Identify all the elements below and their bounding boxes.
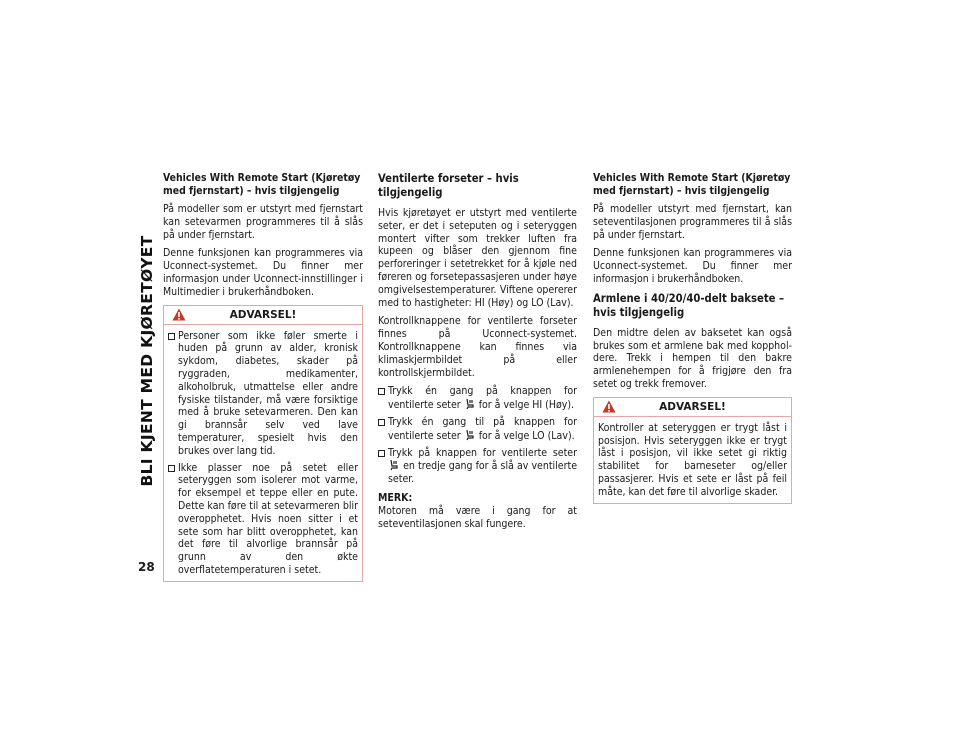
ventilated-seats-heading: Ventilerte forseter – hvis tilgjengelig: [378, 172, 519, 199]
checkbox-bullet-icon: [168, 333, 175, 340]
paragraph: Kontrollknappene for ventilerte forseter finnes på Uconnect-systemet. Kontrollknappene kan finnes via klimaskjermbildet på eller kontrollskjermbildet.: [378, 315, 577, 379]
list-item-text: Ikke plasser noe på setet eller seteryggen som isolerer mot varme, for eksempel et teppe eller en pute. Dette kan føre til at setevarmeren blir overopphetet. Hvis noen sitter i et sete som har blitt overopphetet, kan det føre til alvorlige brannsår på grunn av den økte overflatetemperaturen i setet.: [178, 461, 358, 576]
list-item: [378, 385, 577, 412]
paragraph: På modeller som er utstyrt med fjernstart kan setevarmen programmeres til å slås på under fjernstart.: [163, 203, 363, 241]
list-item: [168, 330, 358, 458]
warning-title: ADVARSEL!: [659, 400, 726, 413]
list-item-text: Personer som ikke føler smerte i huden på grunn av alder, kronisk sykdom, diabetes, skader på ryggraden, medikamenter, alkoholbruk, utmattelse eller andre fysiske tilstander, må være forsiktige med å bruke setevarmeren. Den kan gi brannsår selv ved lave temperaturer, spesielt hvis den brukes over lang tid.: [178, 329, 358, 457]
checkbox-bullet-icon: [168, 465, 175, 472]
warning-text: Kontroller at seteryggen er trygt låst i posisjon. Hvis seteryggen ikke er trygt låst i posisjon, vil ikke setet gi riktig stabilitet for barneseter og/eller passasjerer. Hvis et sete er låst på feil måte, kan det føre til alvorlige skader.: [598, 421, 787, 498]
remote-start-heading: Vehicles With Remote Start (Kjøretøy med fjernstart) – hvis tilgjengelig: [593, 172, 791, 197]
checkbox-bullet-icon: [378, 450, 385, 457]
note-label: MERK:: [378, 491, 413, 504]
list-item-text: en tredje gang for å slå av ventilerte seter.: [388, 460, 578, 486]
column-2: [378, 172, 577, 536]
ventilated-seat-icon: [464, 429, 476, 441]
warning-header: [594, 398, 791, 416]
paragraph: Hvis kjøretøyet er utstyrt med ventilerte seter, er det i seteputen og i seteryggen montert vifter som trekker luften fra kupeen og blåser den gjennom fine perforeringer i setetrekket for å kjøle ned føreren og forsetepassasjeren under høye omgivelsestemperaturer. Viftene opererer med to hastigheter: HI (Høy) og LO (Lav).: [378, 207, 577, 309]
warning-body: [594, 416, 791, 503]
warning-box: [593, 397, 792, 504]
warning-triangle-icon: [172, 308, 186, 321]
note-text: Motoren må være i gang for at seteventilasjonen skal fungere.: [378, 504, 577, 530]
column-1: [163, 172, 363, 582]
warning-body: [164, 324, 362, 581]
warning-title: ADVARSEL!: [229, 308, 297, 321]
chapter-side-title-text: BLI KJENT MED KJØRETØYET: [138, 235, 156, 487]
list-item-text: Trykk på knappen for ventilerte seter: [388, 446, 577, 459]
paragraph: Denne funksjonen kan programmeres via Uconnect-systemet. Du finner mer informasjon under Uconnect-innstillinger i Multimedier i brukerhåndboken.: [163, 247, 363, 298]
paragraph: Den midtre delen av baksetet kan også brukes som et armlene bak med kopphol-dere. Trekk i hempen til den bakre armlenehempen for å frigjøre den fra setet og trekk fremover.: [593, 326, 792, 390]
list-item-text: Trykk én gang på knappen for ventilerte seter: [388, 385, 577, 412]
chapter-side-title: [136, 160, 158, 562]
checkbox-bullet-icon: [378, 388, 385, 395]
list-item: [168, 462, 358, 577]
remote-start-heading: Vehicles With Remote Start (Kjøretøy med fjernstart) – hvis tilgjengelig: [163, 172, 361, 197]
column-3: [593, 172, 792, 504]
paragraph: På modeller utstyrt med fjernstart, kan seteventilasjonen programmeres til å slås på under fjernstart.: [593, 203, 792, 241]
list-item-text: for å velge LO (Lav).: [478, 429, 575, 442]
warning-header: [164, 306, 362, 324]
checkbox-bullet-icon: [378, 419, 385, 426]
ventilated-seat-icon: [464, 398, 476, 410]
page-number: 28: [138, 560, 155, 574]
warning-box: [163, 305, 363, 582]
paragraph: Denne funksjonen kan programmeres via Uconnect-systemet. Du finner mer informasjon i brukerhåndboken.: [593, 247, 792, 285]
armrest-heading: Armlene i 40/20/40-delt baksete – hvis tilgjengelig: [593, 291, 784, 319]
ventilated-seat-icon: [388, 459, 400, 471]
list-item: [378, 447, 577, 486]
list-item: [378, 416, 577, 443]
warning-triangle-icon: [602, 400, 616, 413]
list-item-text: Trykk én gang til på knappen for ventilerte seter: [388, 415, 577, 442]
list-item-text: for å velge HI (Høy).: [478, 399, 575, 412]
